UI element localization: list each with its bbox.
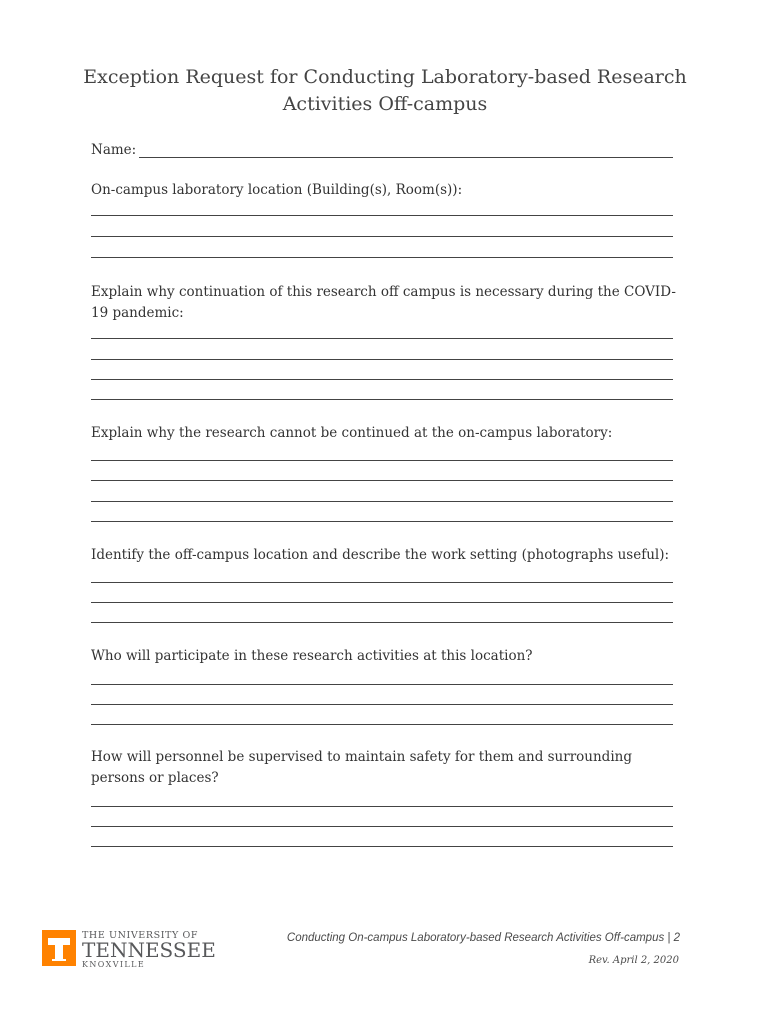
answer-line[interactable] [91, 806, 673, 807]
answer-line[interactable] [91, 622, 673, 623]
page-title [60, 64, 710, 118]
logo-line-university: THE UNIVERSITY OF [82, 930, 199, 941]
question-offcampus-location: Identify the off-campus location and describe the work setting (photographs useful): [91, 547, 670, 563]
answer-line[interactable] [91, 501, 673, 502]
answer-line[interactable] [91, 399, 673, 400]
answer-line[interactable] [91, 704, 673, 705]
answer-line[interactable] [91, 826, 673, 827]
answer-line[interactable] [91, 379, 673, 380]
answer-line[interactable] [91, 724, 673, 725]
answer-line[interactable] [91, 684, 673, 685]
answer-line[interactable] [91, 602, 673, 603]
footer-revision: Rev. April 2, 2020 [588, 955, 679, 966]
question-supervision: How will personnel be supervised to maintain safety for them and surrounding persons or places? [91, 749, 632, 786]
question-cannot-continue: Explain why the research cannot be continued at the on-campus laboratory: [91, 425, 613, 441]
question-necessity: Explain why continuation of this research off campus is necessary during the COVID-19 pandemic: [91, 284, 676, 321]
answer-line[interactable] [91, 846, 673, 847]
name-label: Name: [91, 142, 137, 158]
footer-running-title: Conducting On-campus Laboratory-based Research Activities Off-campus | 2 [286, 932, 680, 944]
logo-line-tennessee: TENNESSEE [82, 938, 216, 962]
title-line-2: Activities Off-campus [282, 93, 488, 115]
question-lab-location: On-campus laboratory location (Building(s), Room(s)): [91, 182, 463, 198]
logo-line-knoxville: KNOXVILLE [82, 960, 146, 969]
title-line-1: Exception Request for Conducting Laboratory-based Research [83, 66, 687, 88]
answer-line[interactable] [91, 257, 673, 258]
university-logo [42, 930, 216, 974]
answer-line[interactable] [91, 582, 673, 583]
answer-line[interactable] [91, 215, 673, 216]
answer-line[interactable] [91, 480, 673, 481]
answer-line[interactable] [91, 521, 673, 522]
question-participants: Who will participate in these research activities at this location? [91, 648, 533, 664]
answer-line[interactable] [91, 338, 673, 339]
power-t-icon [42, 930, 76, 966]
answer-line[interactable] [91, 359, 673, 360]
answer-line[interactable] [91, 236, 673, 237]
answer-line[interactable] [91, 460, 673, 461]
name-field[interactable] [139, 157, 673, 158]
